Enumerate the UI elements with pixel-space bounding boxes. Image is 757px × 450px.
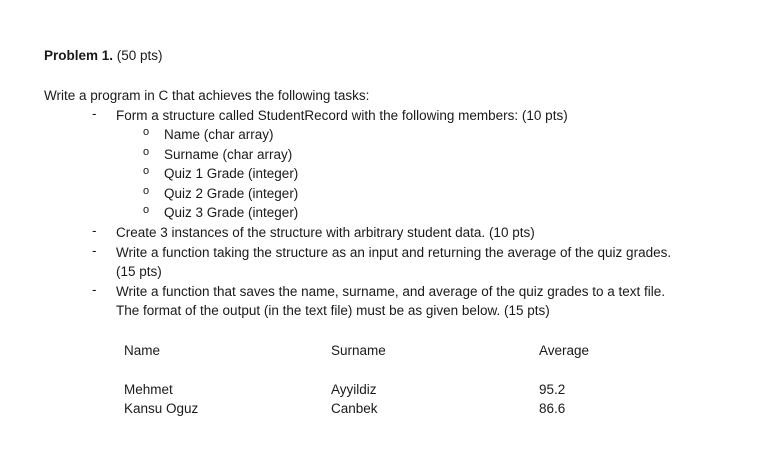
- task-4-text-line-2: The format of the output (in the text file) must be as given below. (15 pts): [116, 303, 550, 318]
- member-quiz2: Quiz 2 Grade (integer): [164, 186, 299, 201]
- task-1-text: Form a structure called StudentRecord with the following members: (10 pts): [116, 108, 568, 123]
- table-header-surname: Surname: [331, 343, 386, 358]
- task-4-text-line-1: Write a function that saves the name, surname, and average of the quiz grades to a text file.: [116, 284, 666, 299]
- problem-label: Problem 1.: [44, 48, 114, 63]
- member-bullet: o: [143, 165, 150, 177]
- task-3-dash: -: [92, 243, 97, 258]
- member-bullet: o: [143, 185, 150, 197]
- task-3-text-line-2: (15 pts): [116, 264, 162, 279]
- member-bullet: o: [143, 126, 150, 138]
- task-1-dash: -: [92, 106, 97, 121]
- table-cell-name: Kansu Oguz: [124, 401, 199, 416]
- problem-title: [44, 46, 163, 65]
- table-cell-average: 86.6: [539, 401, 566, 416]
- table-header-average: Average: [539, 343, 590, 358]
- table-cell-average: 95.2: [539, 382, 566, 397]
- member-surname: Surname (char array): [164, 147, 293, 162]
- member-quiz1: Quiz 1 Grade (integer): [164, 166, 299, 181]
- member-bullet: o: [143, 204, 150, 216]
- problem-points: (50 pts): [113, 48, 163, 63]
- task-2-text: Create 3 instances of the structure with arbitrary student data. (10 pts): [116, 225, 535, 240]
- task-3-text-line-1: Write a function taking the structure as an input and returning the average of the quiz grades.: [116, 245, 672, 260]
- table-header-name: Name: [124, 343, 161, 358]
- member-name: Name (char array): [164, 127, 274, 142]
- table-cell-name: Mehmet: [124, 382, 173, 397]
- table-cell-surname: Canbek: [331, 401, 378, 416]
- task-2-dash: -: [92, 223, 97, 238]
- task-4-dash: -: [92, 282, 97, 297]
- member-quiz3: Quiz 3 Grade (integer): [164, 205, 299, 220]
- table-cell-surname: Ayyildiz: [331, 382, 377, 397]
- problem-intro: Write a program in C that achieves the following tasks:: [44, 88, 370, 103]
- member-bullet: o: [143, 146, 150, 158]
